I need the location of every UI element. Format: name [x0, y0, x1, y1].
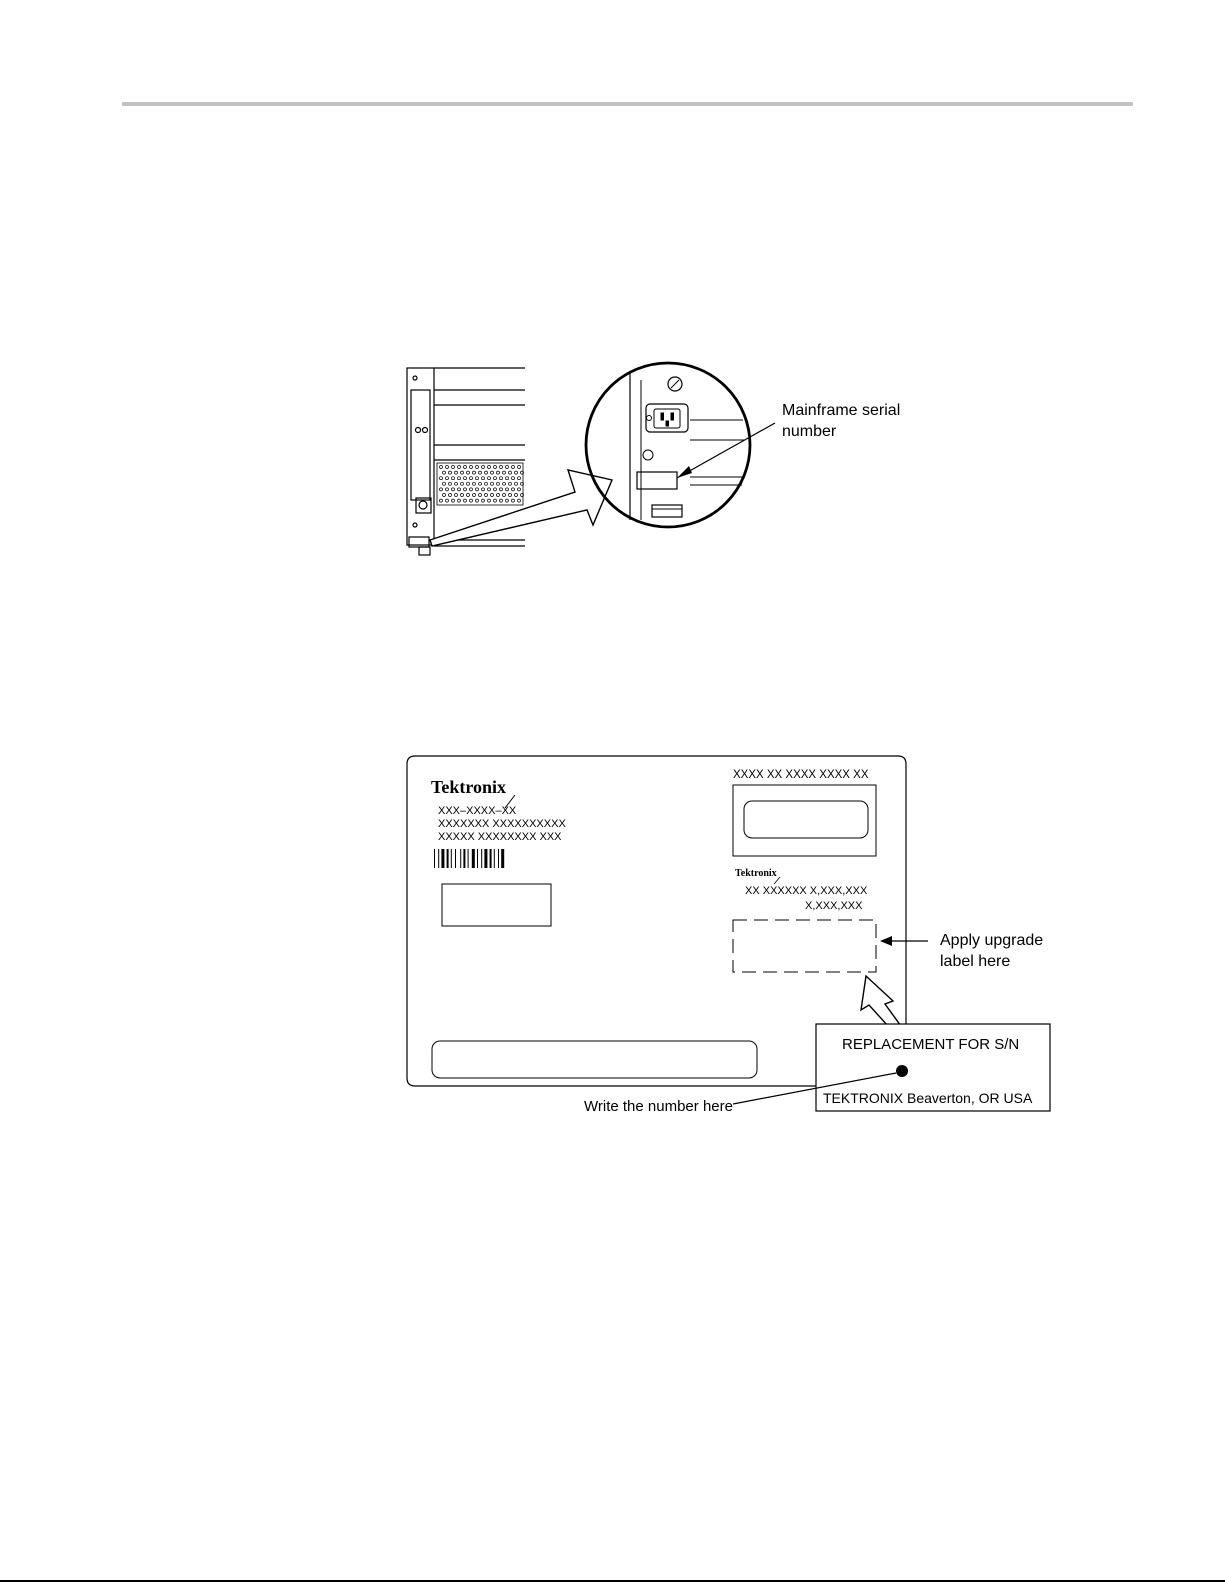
barcode-bar [501, 849, 504, 868]
vent-hole [482, 477, 485, 480]
vent-hole [467, 494, 470, 497]
vent-hole [497, 471, 500, 474]
upgrade-label-area [733, 920, 876, 972]
vent-hole [515, 494, 518, 497]
vent-hole [512, 466, 515, 469]
vent-hole [518, 477, 521, 480]
vent-hole [464, 466, 467, 469]
magnified-detail [586, 363, 750, 527]
vent-hole [446, 466, 449, 469]
vent-hole [494, 488, 497, 491]
vent-hole [500, 477, 503, 480]
vent-hole [473, 471, 476, 474]
vent-hole [452, 466, 455, 469]
serial-callout-label-line2: number [782, 423, 837, 440]
vent-hole [458, 499, 461, 502]
left-label-line3: XXXXX XXXXXXXX XXX [438, 831, 562, 843]
vent-hole [440, 499, 443, 502]
vent-hole [476, 488, 479, 491]
vent-hole [485, 494, 488, 497]
vent-hole [482, 466, 485, 469]
vent-hole [455, 494, 458, 497]
vent-hole [461, 471, 464, 474]
right-header-text: XXXX XX XXXX XXXX XX [733, 769, 869, 781]
vent-hole [464, 477, 467, 480]
vent-hole [476, 477, 479, 480]
vent-hole [449, 494, 452, 497]
vent-hole [452, 477, 455, 480]
vent-holes [440, 466, 524, 503]
right-text-line2: X,XXX,XXX [805, 900, 863, 912]
vent-hole [464, 499, 467, 502]
vent-hole [476, 466, 479, 469]
barcode-bar [490, 849, 492, 868]
apply-label-line1: Apply upgrade [940, 932, 1044, 949]
vent-hole [488, 488, 491, 491]
vent-hole [482, 488, 485, 491]
vent-hole [494, 499, 497, 502]
vent-hole [470, 499, 473, 502]
vent-hole [506, 488, 509, 491]
vent-hole [494, 466, 497, 469]
vent-hole [440, 466, 443, 469]
barcode-bar [498, 849, 499, 868]
vent-hole [440, 488, 443, 491]
vent-hole [506, 499, 509, 502]
vent-hole [479, 482, 482, 485]
barcode-bar [484, 849, 487, 868]
serial-callout-leader [677, 423, 775, 478]
vent-hole [464, 488, 467, 491]
vent-hole [461, 494, 464, 497]
vent-hole [503, 471, 506, 474]
vent-hole [515, 482, 518, 485]
right-text-line1: XX XXXXXX X,XXX,XXX [745, 885, 868, 897]
barcode-bar [455, 849, 456, 868]
write-number-label: Write the number here [584, 1098, 733, 1115]
barcode-bar [441, 849, 444, 868]
barcode-bar [472, 849, 475, 868]
vent-hole [500, 488, 503, 491]
bottom-blank-field [432, 1041, 757, 1078]
vent-hole [476, 499, 479, 502]
serial-callout-label-line1: Mainframe serial [782, 402, 901, 419]
vent-hole [482, 499, 485, 502]
vent-hole [467, 471, 470, 474]
vent-hole [443, 494, 446, 497]
vent-hole [467, 482, 470, 485]
vent-hole [473, 494, 476, 497]
vent-hole [443, 482, 446, 485]
barcode-bar [494, 849, 495, 868]
barcode-bar [434, 849, 435, 868]
vent-hole [509, 494, 512, 497]
vent-hole [509, 482, 512, 485]
vent-hole [497, 494, 500, 497]
vent-hole [485, 471, 488, 474]
barcode-bar [438, 849, 439, 868]
bottom-rule [0, 1580, 1225, 1582]
vent-hole [518, 499, 521, 502]
barcode-bar [460, 849, 461, 868]
left-label-line2: XXXXXXX XXXXXXXXXX [438, 818, 566, 830]
vent-hole [458, 466, 461, 469]
vent-hole [515, 471, 518, 474]
vent-hole [497, 482, 500, 485]
vent-hole [470, 488, 473, 491]
barcode-bar [447, 849, 449, 868]
tektronix-logo: Tektronix [431, 777, 507, 797]
barcode-bar [477, 849, 478, 868]
left-label-line1: XXX–XXXX–XX [438, 805, 517, 817]
vent-hole [470, 466, 473, 469]
small-tektronix-logo: Tektronix [735, 868, 777, 879]
vent-hole [446, 477, 449, 480]
vent-hole [509, 471, 512, 474]
replacement-footer: TEKTRONIX Beaverton, OR USA [823, 1090, 1033, 1106]
magnify-arrow [430, 470, 612, 546]
vent-hole [512, 477, 515, 480]
vent-hole [488, 477, 491, 480]
vent-hole [512, 488, 515, 491]
vent-hole [449, 482, 452, 485]
barcode-bar [451, 849, 452, 868]
vent-hole [506, 466, 509, 469]
barcode [434, 849, 504, 868]
vent-hole [452, 488, 455, 491]
replacement-title: REPLACEMENT FOR S/N [842, 1036, 1020, 1053]
apply-label-line2: label here [940, 953, 1011, 970]
vent-hole [512, 499, 515, 502]
vent-hole [449, 471, 452, 474]
vent-hole [479, 494, 482, 497]
vent-hole [500, 499, 503, 502]
vent-hole [452, 499, 455, 502]
vent-hole [500, 466, 503, 469]
vent-hole [461, 482, 464, 485]
vent-hole [494, 477, 497, 480]
vent-hole [446, 499, 449, 502]
vent-hole [470, 477, 473, 480]
vent-hole [503, 482, 506, 485]
vent-hole [479, 471, 482, 474]
vent-hole [446, 488, 449, 491]
vent-hole [473, 482, 476, 485]
vent-hole [488, 466, 491, 469]
vent-hole [458, 477, 461, 480]
vent-hole [491, 494, 494, 497]
barcode-bar [481, 849, 482, 868]
vent-hole [491, 482, 494, 485]
vent-hole [518, 488, 521, 491]
vent-hole [440, 477, 443, 480]
vent-hole [455, 471, 458, 474]
vent-hole [455, 482, 458, 485]
vent-hole [443, 471, 446, 474]
vent-hole [485, 482, 488, 485]
vent-hole [491, 471, 494, 474]
vent-hole [458, 488, 461, 491]
barcode-bar [468, 849, 469, 868]
number-dot [896, 1065, 908, 1077]
right-inner-box [744, 801, 868, 838]
right-outer-box [733, 785, 876, 856]
vent-hole [488, 499, 491, 502]
barcode-bar [463, 849, 465, 868]
vent-hole [506, 477, 509, 480]
vent-hole [503, 494, 506, 497]
apply-arrow [880, 936, 928, 946]
left-blank-box [442, 884, 551, 926]
vent-hole [518, 466, 521, 469]
